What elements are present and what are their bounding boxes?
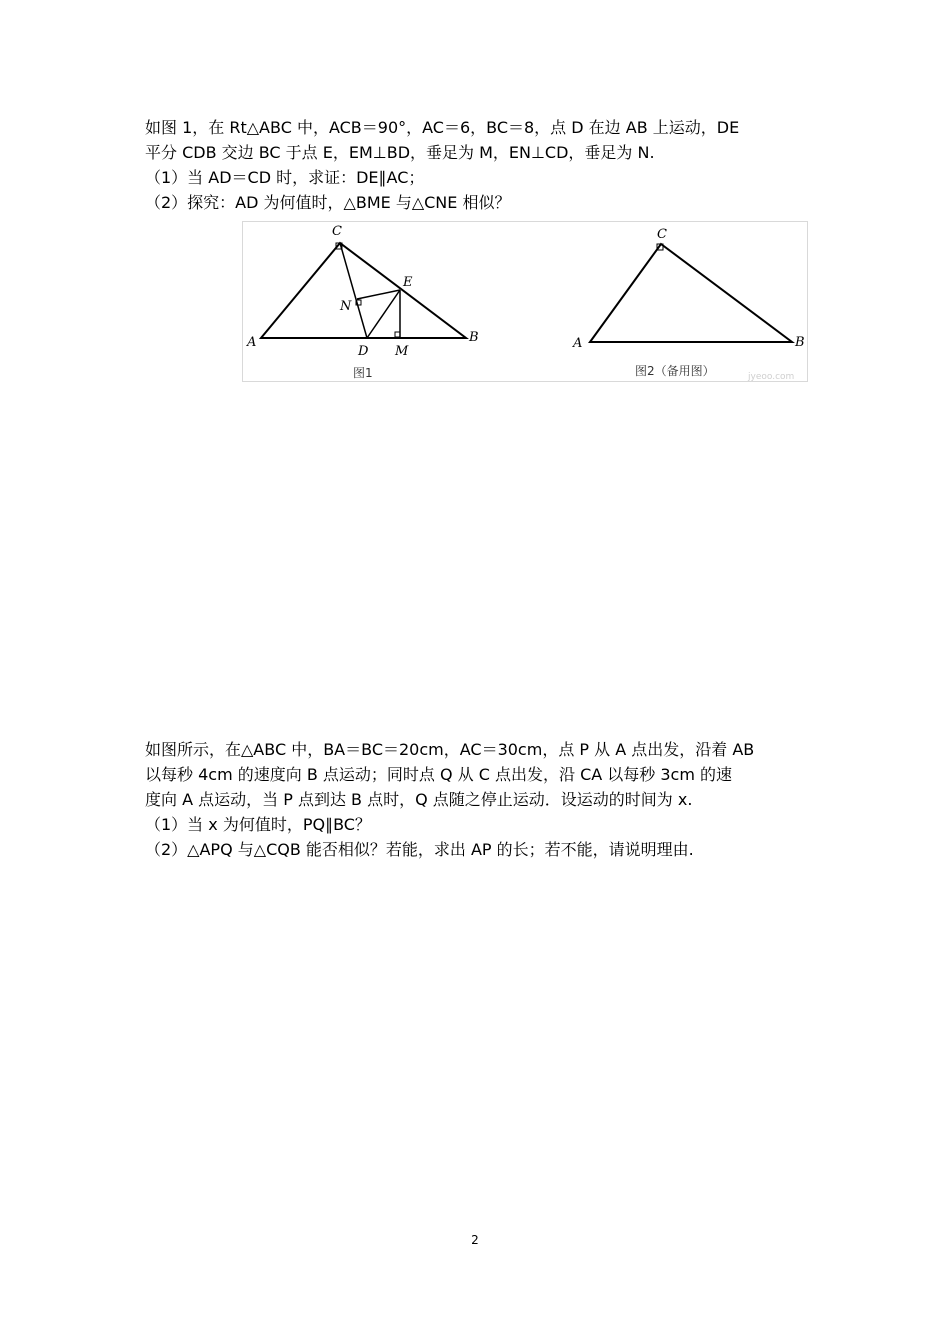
problem-1-line: （2）探究：AD 为何值时，△BME 与△CNE 相似？ — [145, 193, 511, 212]
label-m: M — [395, 344, 409, 359]
figure-1 — [261, 243, 466, 338]
problem-1-text — [145, 115, 825, 215]
segment-de — [367, 290, 400, 338]
label-c: C — [332, 224, 342, 239]
problem-1-figures — [242, 221, 808, 382]
page-number: 2 — [471, 1233, 479, 1247]
figure-1-labels — [246, 224, 479, 380]
problem-2-line: （1）当 x 为何值时，PQ∥BC？ — [145, 815, 371, 834]
figure-2-caption: 图2（备用图） — [635, 364, 715, 378]
problem-2-line: 以每秒 4cm 的速度向 B 点运动；同时点 Q 从 C 点出发，沿 CA 以每秒 3cm 的速 — [145, 765, 733, 784]
figure-2-labels — [572, 227, 805, 382]
problem-2-line: 如图所示，在△ABC 中，BA＝BC＝20cm，AC＝30cm，点 P 从 A 点出发，沿着 AB — [145, 740, 755, 759]
segment-en — [357, 290, 400, 299]
problem-1-line: （1）当 AD＝CD 时，求证：DE∥AC； — [145, 168, 425, 187]
label-b: B — [469, 330, 479, 345]
label-b2: B — [795, 335, 805, 350]
segment-cd — [340, 243, 367, 338]
problem-1-line: 如图 1，在 Rt△ABC 中，ACB＝90°，AC＝6，BC＝8，点 D 在边 AB 上运动，DE — [145, 118, 740, 137]
label-n: N — [340, 299, 352, 314]
label-a2: A — [573, 336, 583, 351]
label-e: E — [403, 275, 413, 290]
figures-svg — [243, 222, 809, 383]
problem-2-line: 度向 A 点运动，当 P 点到达 B 点时，Q 点随之停止运动．设运动的时间为 x. — [145, 790, 693, 809]
figure-1-caption: 图1 — [353, 366, 373, 380]
label-c2: C — [657, 227, 667, 242]
problem-2-text — [145, 737, 825, 862]
figure-2 — [590, 244, 792, 342]
problem-2-line: （2）△APQ 与△CQB 能否相似？若能，求出 AP 的长；若不能，请说明理由. — [145, 840, 694, 859]
problem-1-line: 平分 CDB 交边 BC 于点 E，EM⊥BD，垂足为 M，EN⊥CD，垂足为 N. — [145, 143, 655, 162]
label-d: D — [358, 344, 369, 359]
triangle-abc-spare — [590, 244, 792, 342]
label-a: A — [247, 335, 257, 350]
watermark-logo: jyeoo.com — [748, 372, 795, 382]
